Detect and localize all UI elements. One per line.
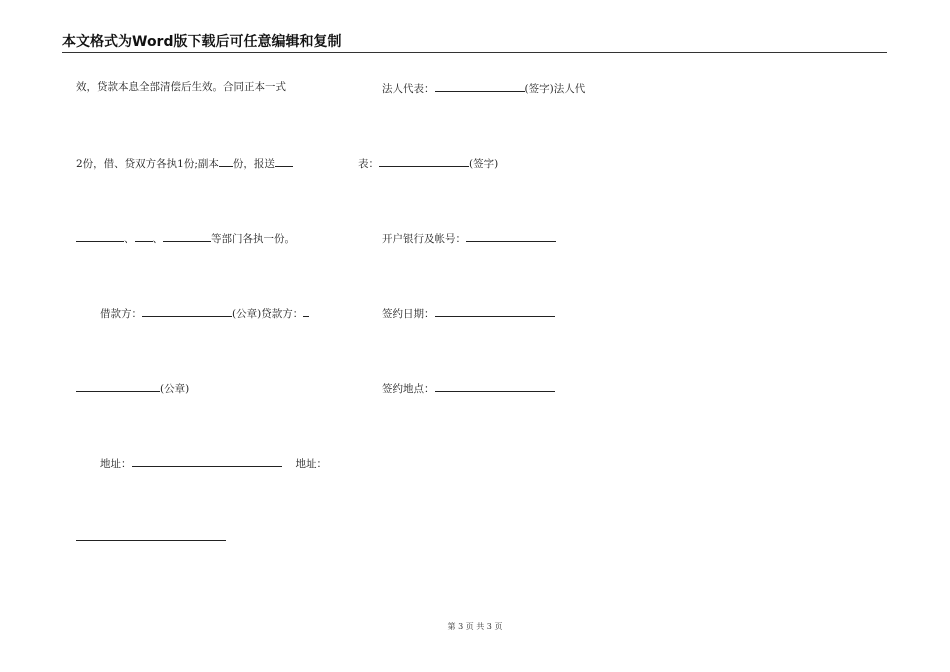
blank-address-1 [132, 455, 282, 467]
lender-seal-line [76, 380, 189, 396]
lender-label: (公章)贷款方： [232, 308, 304, 320]
contract-text: 、 [152, 233, 163, 245]
blank-copies [219, 155, 233, 167]
legal-rep-label: 法人代表： [382, 83, 435, 95]
contract-text: 2份，借、贷双方各执1份;副本 [76, 158, 219, 170]
blank-dept-3 [163, 230, 211, 242]
sign-date-label: 签约日期： [382, 308, 435, 320]
contract-line-2 [76, 155, 293, 171]
page-number: 第 3 页 共 3 页 [447, 622, 503, 631]
borrower-line [100, 305, 309, 321]
signature-label: (签字)法人代 [524, 83, 586, 95]
blank-borrower [142, 305, 232, 317]
blank-dept-2 [135, 230, 153, 242]
address-label-1: 地址： [100, 458, 132, 470]
blank-legal-rep-2 [379, 155, 469, 167]
page-header [62, 34, 887, 53]
blank-sign-place [435, 380, 555, 392]
blank-dept-1 [76, 230, 124, 242]
borrower-label: 借款方： [100, 308, 142, 320]
blank-lender-name [76, 380, 160, 392]
legal-rep-line [382, 80, 585, 96]
contract-text: 、 [124, 233, 135, 245]
contract-line-1 [76, 80, 286, 94]
contract-line-3 [76, 230, 295, 246]
bank-account-line [382, 230, 556, 246]
legal-rep-line-2 [358, 155, 498, 171]
address-line [100, 455, 327, 471]
rep-label-cont: 表： [358, 158, 379, 170]
contract-text: 份，报送 [232, 158, 275, 170]
address-label-2: 地址： [295, 458, 327, 470]
sign-place-label: 签约地点： [382, 383, 435, 395]
contract-text: 等部门各执一份。 [211, 233, 295, 245]
blank-sign-date [435, 305, 555, 317]
seal-label: (公章) [160, 383, 190, 395]
blank-legal-rep [435, 80, 525, 92]
sign-place-line [382, 380, 555, 396]
blank-lender [303, 305, 309, 317]
blank-address-2 [76, 540, 226, 541]
page-footer [0, 622, 950, 632]
blank-submit-to [275, 155, 293, 167]
blank-bank-account [466, 230, 556, 242]
bank-account-label: 开户银行及帐号： [382, 233, 466, 245]
sign-date-line [382, 305, 555, 321]
contract-text: 效，贷款本息全部清偿后生效。合同正本一式 [76, 81, 286, 93]
signature-label-2: (签字) [469, 158, 499, 170]
header-title: 本文格式为Word版下载后可任意编辑和复制 [62, 34, 342, 50]
